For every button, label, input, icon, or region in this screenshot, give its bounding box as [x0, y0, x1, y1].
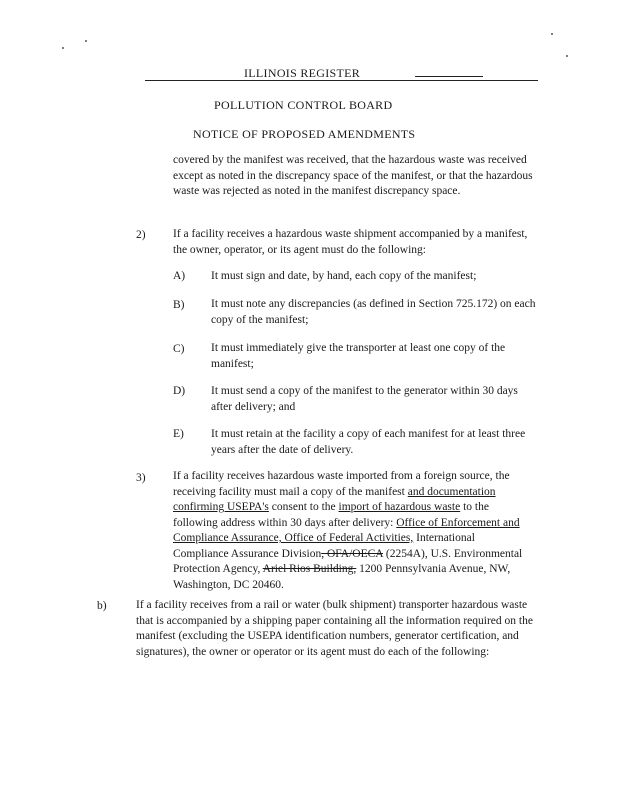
item-e-text: It must retain at the facility a copy of each manifest for at least three years after the date of delivery. — [211, 428, 526, 456]
item-3-marker: 3) — [136, 472, 146, 484]
continuation-paragraph: covered by the manifest was received, that the hazardous waste was received except as noted in the discrepancy space of the manifest, or that the hazardous waste was rejected as noted in the manifest discrepancy space. — [173, 154, 533, 197]
item-b-marker: b) — [97, 600, 107, 612]
item-3-inserted-3: Office of Enforcement and Compliance Assurance, Office of Federal Activities, — [173, 516, 520, 544]
item-e-marker: E) — [173, 428, 184, 440]
item-3-text-6: 1200 Pennsylvania Avenue, NW, Washington, DC 20460. — [173, 563, 511, 591]
item-3-deleted-1: , OFA/OECA — [321, 547, 383, 560]
header-rule — [145, 80, 538, 81]
item-2-text: If a facility receives a hazardous waste shipment accompanied by a manifest, the owner, operator, or its agent must do the following: — [173, 228, 528, 256]
item-d-marker: D) — [173, 385, 186, 397]
notice-title: NOTICE OF PROPOSED AMENDMENTS — [193, 127, 416, 141]
header-rule-accent — [415, 76, 483, 77]
item-d-text: It must send a copy of the manifest to the generator within 30 days after delivery; and — [211, 385, 518, 413]
register-title: ILLINOIS REGISTER — [244, 66, 361, 80]
scan-speck — [566, 55, 568, 57]
board-title: POLLUTION CONTROL BOARD — [214, 98, 393, 112]
item-3-text — [173, 469, 533, 593]
item-3-inserted-1: and documentation confirming USEPA's — [173, 485, 496, 513]
item-b-text: If a facility receives from a rail or water (bulk shipment) transporter hazardous waste that is accompanied by a shipping paper containing all the information required on the manifest (excluding the USEPA identification numbers, generator certification, and signatures), the owner or operator or its agent must do each of the following: — [136, 599, 533, 658]
item-3-text-3: to the following address within 30 days after delivery: — [173, 501, 489, 529]
item-3-text-4: International Compliance Assurance Division — [173, 532, 475, 560]
item-c-marker: C) — [173, 343, 185, 355]
item-2-marker: 2) — [136, 229, 146, 241]
item-a-text: It must sign and date, by hand, each copy of the manifest; — [211, 270, 477, 282]
item-b-sub-marker: B) — [173, 299, 185, 311]
item-b-sub-text: It must note any discrepancies (as defined in Section 725.172) on each copy of the manifest; — [211, 298, 536, 326]
item-3-text-2: consent to the — [268, 501, 339, 513]
item-3-inserted-2: import of hazardous waste — [338, 501, 461, 513]
item-a-marker: A) — [173, 270, 186, 282]
scan-speck — [551, 33, 553, 35]
item-3-deleted-2: Ariel Rios Building, — [262, 563, 357, 575]
item-3-text-1: If a facility receives hazardous waste imported from a foreign source, the receiving facility must mail a copy of the manifest — [173, 470, 510, 498]
scan-speck — [62, 47, 64, 49]
item-c-text: It must immediately give the transporter at least one copy of the manifest; — [211, 342, 506, 370]
item-3-text-5: (2254A), U.S. Environmental Protection Agency, — [173, 547, 523, 575]
scan-speck — [85, 40, 87, 42]
